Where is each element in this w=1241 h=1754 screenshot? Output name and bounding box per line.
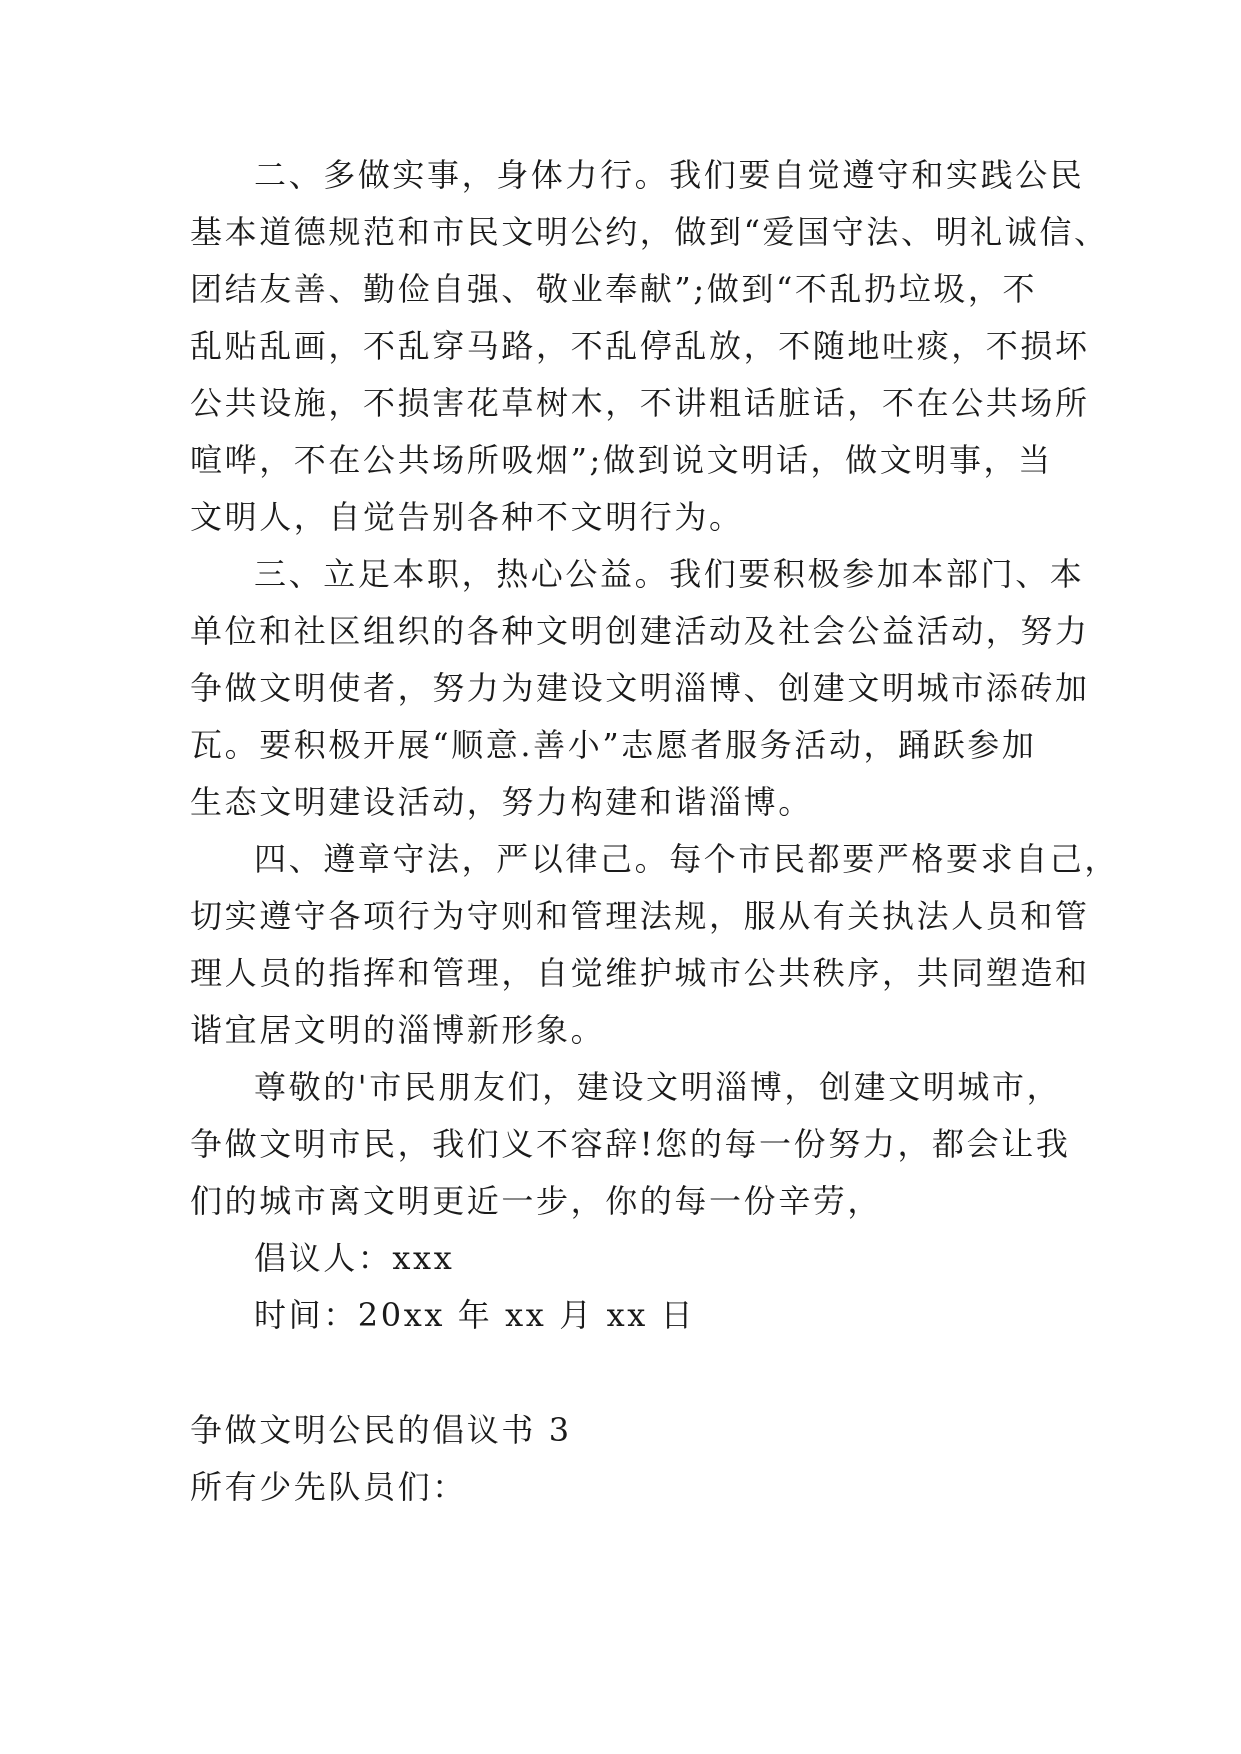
- salutation-line: 所有少先队员们：: [190, 1468, 467, 1506]
- paragraph-3-line-2: 单位和社区组织的各种文明创建活动及社会公益活动，努力: [190, 612, 1090, 650]
- paragraph-2-line-1: 二、多做实事，身体力行。我们要自觉遵守和实践公民: [254, 156, 1085, 194]
- paragraph-4-line-4: 谐宜居文明的淄博新形象。: [190, 1011, 606, 1049]
- section-title: 争做文明公民的倡议书 3: [190, 1411, 572, 1449]
- paragraph-4-line-3: 理人员的指挥和管理，自觉维护城市公共秩序，共同塑造和: [190, 954, 1090, 992]
- paragraph-2-line-3: 团结友善、勤俭自强、敬业奉献”;做到“不乱扔垃圾，不: [190, 270, 1038, 308]
- closing-line-1: 尊敬的'市民朋友们，建设文明淄博，创建文明城市，: [254, 1068, 1062, 1106]
- date-line: 时间：20xx 年 xx 月 xx 日: [254, 1296, 696, 1334]
- paragraph-3-line-1: 三、立足本职，热心公益。我们要积极参加本部门、本: [254, 555, 1085, 593]
- paragraph-3-line-4: 瓦。要积极开展“顺意.善小”志愿者服务活动，踊跃参加: [190, 726, 1037, 764]
- closing-line-2: 争做文明市民，我们义不容辞!您的每一份努力，都会让我: [190, 1125, 1071, 1163]
- paragraph-3-line-3: 争做文明使者，努力为建设文明淄博、创建文明城市添砖加: [190, 669, 1090, 707]
- paragraph-2-line-6: 喧哗，不在公共场所吸烟”;做到说文明话，做文明事，当: [190, 441, 1053, 479]
- closing-line-3: 们的城市离文明更近一步，你的每一份辛劳，: [190, 1182, 883, 1220]
- paragraph-4-line-2: 切实遵守各项行为守则和管理法规，服从有关执法人员和管: [190, 897, 1090, 935]
- paragraph-2-line-7: 文明人，自觉告别各种不文明行为。: [190, 498, 744, 536]
- paragraph-3-line-5: 生态文明建设活动，努力构建和谐淄博。: [190, 783, 813, 821]
- proposer-line: 倡议人：xxx: [254, 1239, 455, 1277]
- paragraph-2-line-2: 基本道德规范和市民文明公约，做到“爱国守法、明礼诚信、: [190, 213, 1109, 251]
- paragraph-2-line-5: 公共设施，不损害花草树木，不讲粗话脏话，不在公共场所: [190, 384, 1090, 422]
- paragraph-2-line-4: 乱贴乱画，不乱穿马路，不乱停乱放，不随地吐痰，不损坏: [190, 327, 1090, 365]
- paragraph-4-line-1: 四、遵章守法，严以律己。每个市民都要严格要求自己，: [254, 840, 1120, 878]
